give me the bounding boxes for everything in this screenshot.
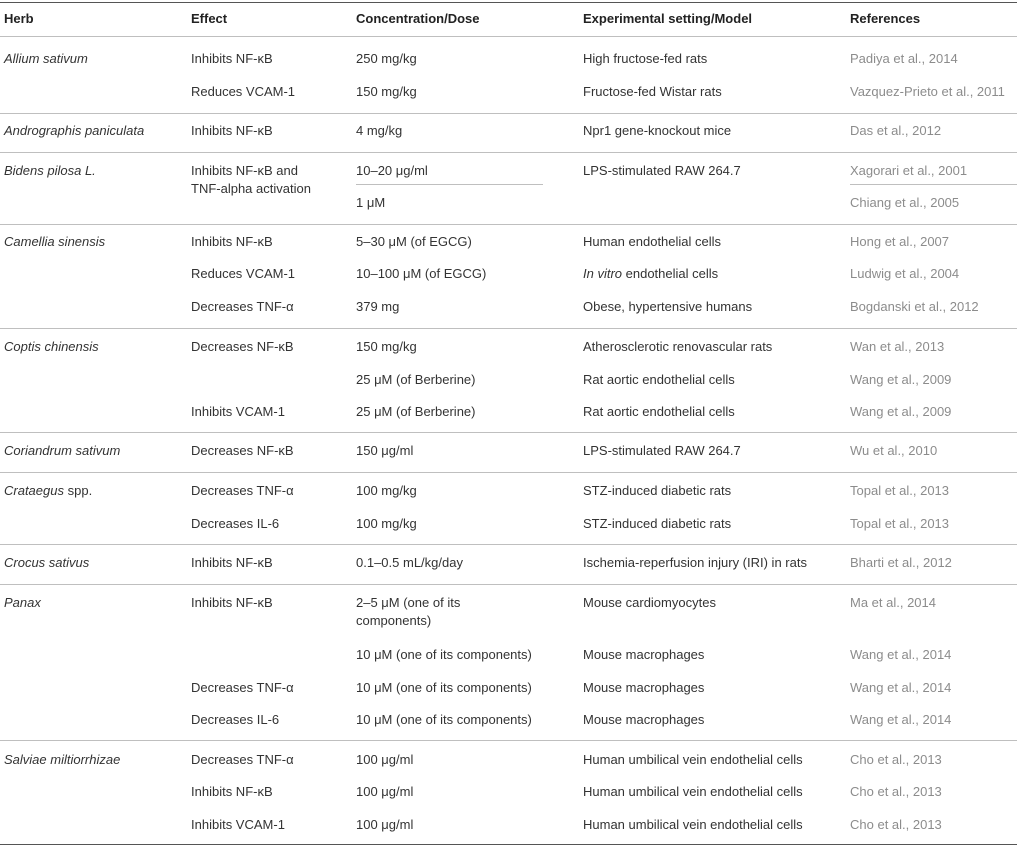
sub-row-divider	[850, 184, 1017, 185]
effect-cell: Decreases IL-6	[191, 516, 280, 531]
herb-name-suffix: L.	[84, 163, 96, 178]
model-cell: Npr1 gene-knockout mice	[583, 123, 732, 138]
group-divider	[0, 224, 1017, 225]
reference-cell: Ludwig et al., 2004	[850, 266, 960, 281]
model-cell: Human umbilical vein endothelial cells	[583, 752, 803, 767]
dose-cell: 10–100 μM (of EGCG)	[356, 266, 487, 281]
dose-cell: 100 μg/ml	[356, 817, 414, 832]
dose-cell: 100 mg/kg	[356, 483, 417, 498]
dose-cell: 25 μM (of Berberine)	[356, 404, 476, 419]
effect-cell-line2: TNF-alpha activation	[191, 181, 311, 196]
reference-cell: Wang et al., 2014	[850, 647, 952, 662]
header-setting: Experimental setting/Model	[583, 11, 753, 26]
group-divider	[0, 152, 1017, 153]
model-cell: High fructose-fed rats	[583, 51, 708, 66]
reference-cell: Bogdanski et al., 2012	[850, 299, 979, 314]
table-bottom-rule	[0, 844, 1017, 845]
model-cell: Mouse macrophages	[583, 647, 705, 662]
herb-name: Crocus sativus	[4, 555, 90, 570]
herb-name-italic: Crataegus	[4, 483, 64, 498]
model-cell: Mouse cardiomyocytes	[583, 595, 716, 610]
dose-cell: 150 mg/kg	[356, 84, 417, 99]
model-cell: Mouse macrophages	[583, 712, 705, 727]
herb-name: Andrographis paniculata	[4, 123, 145, 138]
dose-cell: 10–20 μg/ml	[356, 163, 428, 178]
model-cell: Mouse macrophages	[583, 680, 705, 695]
effect-cell: Inhibits NF-κB	[191, 234, 273, 249]
effect-cell: Decreases TNF-α	[191, 752, 294, 767]
dose-cell: 100 μg/ml	[356, 752, 414, 767]
effect-cell: Inhibits VCAM-1	[191, 817, 285, 832]
sub-row-divider	[356, 184, 543, 185]
dose-cell: 150 mg/kg	[356, 339, 417, 354]
model-cell-text: endothelial cells	[625, 266, 719, 281]
reference-cell: Wan et al., 2013	[850, 339, 945, 354]
effect-cell: Inhibits NF-κB	[191, 555, 273, 570]
dose-cell: 0.1–0.5 mL/kg/day	[356, 555, 463, 570]
group-divider	[0, 328, 1017, 329]
dose-cell: 250 mg/kg	[356, 51, 417, 66]
reference-cell: Cho et al., 2013	[850, 784, 942, 799]
group-divider	[0, 113, 1017, 114]
model-cell	[583, 265, 833, 283]
dose-cell: 5–30 μM (of EGCG)	[356, 234, 472, 249]
dose-cell: 2–5 μM (one of its components)	[356, 595, 461, 628]
group-divider	[0, 740, 1017, 741]
header-effect: Effect	[191, 11, 228, 26]
effect-cell: Decreases TNF-α	[191, 483, 294, 498]
effect-cell: Decreases NF-κB	[191, 443, 294, 458]
herb-name	[4, 482, 184, 500]
model-cell: Atherosclerotic renovascular rats	[583, 339, 773, 354]
dose-cell: 100 μg/ml	[356, 784, 414, 799]
dose-cell: 1 μM	[356, 195, 386, 210]
herb-name: Coriandrum sativum	[4, 443, 121, 458]
model-cell: Rat aortic endothelial cells	[583, 404, 735, 419]
reference-cell: Chiang et al., 2005	[850, 195, 960, 210]
model-cell: Human umbilical vein endothelial cells	[583, 817, 803, 832]
dose-cell: 100 mg/kg	[356, 516, 417, 531]
effect-cell: Decreases TNF-α	[191, 680, 294, 695]
herb-name: Coptis chinensis	[4, 339, 99, 354]
group-divider	[0, 432, 1017, 433]
reference-cell: Cho et al., 2013	[850, 817, 942, 832]
effect-cell: Decreases NF-κB	[191, 339, 294, 354]
herb-name: Allium sativum	[4, 51, 88, 66]
model-cell: STZ-induced diabetic rats	[583, 516, 732, 531]
model-cell: Human endothelial cells	[583, 234, 722, 249]
dose-cell: 10 μM (one of its components)	[356, 647, 532, 662]
herb-name: Panax	[4, 595, 41, 610]
model-cell: Obese, hypertensive humans	[583, 299, 753, 314]
effect-cell: Reduces VCAM-1	[191, 84, 296, 99]
reference-cell: Das et al., 2012	[850, 123, 942, 138]
header-references: References	[850, 11, 921, 26]
effect-cell: Decreases IL-6	[191, 712, 280, 727]
dose-cell: 150 μg/ml	[356, 443, 414, 458]
dose-cell: 10 μM (one of its components)	[356, 712, 532, 727]
herb-name: Camellia sinensis	[4, 234, 106, 249]
herb-name: Salviae miltiorrhizae	[4, 752, 121, 767]
reference-cell: Wu et al., 2010	[850, 443, 938, 458]
effect-cell: Inhibits NF-κB	[191, 51, 273, 66]
model-cell: LPS-stimulated RAW 264.7	[583, 163, 741, 178]
dose-cell: 379 mg	[356, 299, 400, 314]
effect-cell: Reduces VCAM-1	[191, 266, 296, 281]
effect-cell: Inhibits NF-κB	[191, 595, 273, 610]
reference-cell: Topal et al., 2013	[850, 516, 950, 531]
reference-cell: Wang et al., 2014	[850, 712, 952, 727]
effect-cell-line1: Inhibits NF-κB and	[191, 163, 298, 178]
model-cell: Human umbilical vein endothelial cells	[583, 784, 803, 799]
reference-cell: Wang et al., 2014	[850, 680, 952, 695]
model-cell: Rat aortic endothelial cells	[583, 372, 735, 387]
reference-cell: Hong et al., 2007	[850, 234, 950, 249]
dose-cell: 25 μM (of Berberine)	[356, 372, 476, 387]
model-cell: Fructose-fed Wistar rats	[583, 84, 722, 99]
reference-cell: Cho et al., 2013	[850, 752, 942, 767]
group-divider	[0, 584, 1017, 585]
table-top-rule	[0, 2, 1017, 3]
reference-cell: Padiya et al., 2014	[850, 51, 958, 66]
herb-name-italic: Bidens pilosa	[4, 163, 82, 178]
model-cell: STZ-induced diabetic rats	[583, 483, 732, 498]
model-cell-italic: In vitro	[583, 266, 623, 281]
herb-name	[4, 162, 184, 180]
reference-cell: Ma et al., 2014	[850, 595, 936, 610]
reference-cell: Wang et al., 2009	[850, 404, 952, 419]
dose-cell: 4 mg/kg	[356, 123, 403, 138]
model-cell: LPS-stimulated RAW 264.7	[583, 443, 741, 458]
group-divider	[0, 472, 1017, 473]
dose-cell: 10 μM (one of its components)	[356, 680, 532, 695]
reference-cell: Xagorari et al., 2001	[850, 163, 968, 178]
herb-name-suffix: spp.	[67, 483, 93, 498]
reference-cell: Topal et al., 2013	[850, 483, 950, 498]
effect-cell: Inhibits NF-κB	[191, 784, 273, 799]
effect-cell: Inhibits NF-κB	[191, 123, 273, 138]
group-divider	[0, 544, 1017, 545]
effect-cell: Decreases TNF-α	[191, 299, 294, 314]
model-cell: Ischemia-reperfusion injury (IRI) in rats	[583, 555, 807, 570]
reference-cell: Wang et al., 2009	[850, 372, 952, 387]
header-concentration: Concentration/Dose	[356, 11, 480, 26]
reference-cell: Bharti et al., 2012	[850, 555, 952, 570]
reference-cell: Vazquez-Prieto et al., 2011	[850, 84, 1005, 99]
header-herb: Herb	[4, 11, 34, 26]
header-bottom-rule	[0, 36, 1017, 37]
effect-cell: Inhibits VCAM-1	[191, 404, 285, 419]
